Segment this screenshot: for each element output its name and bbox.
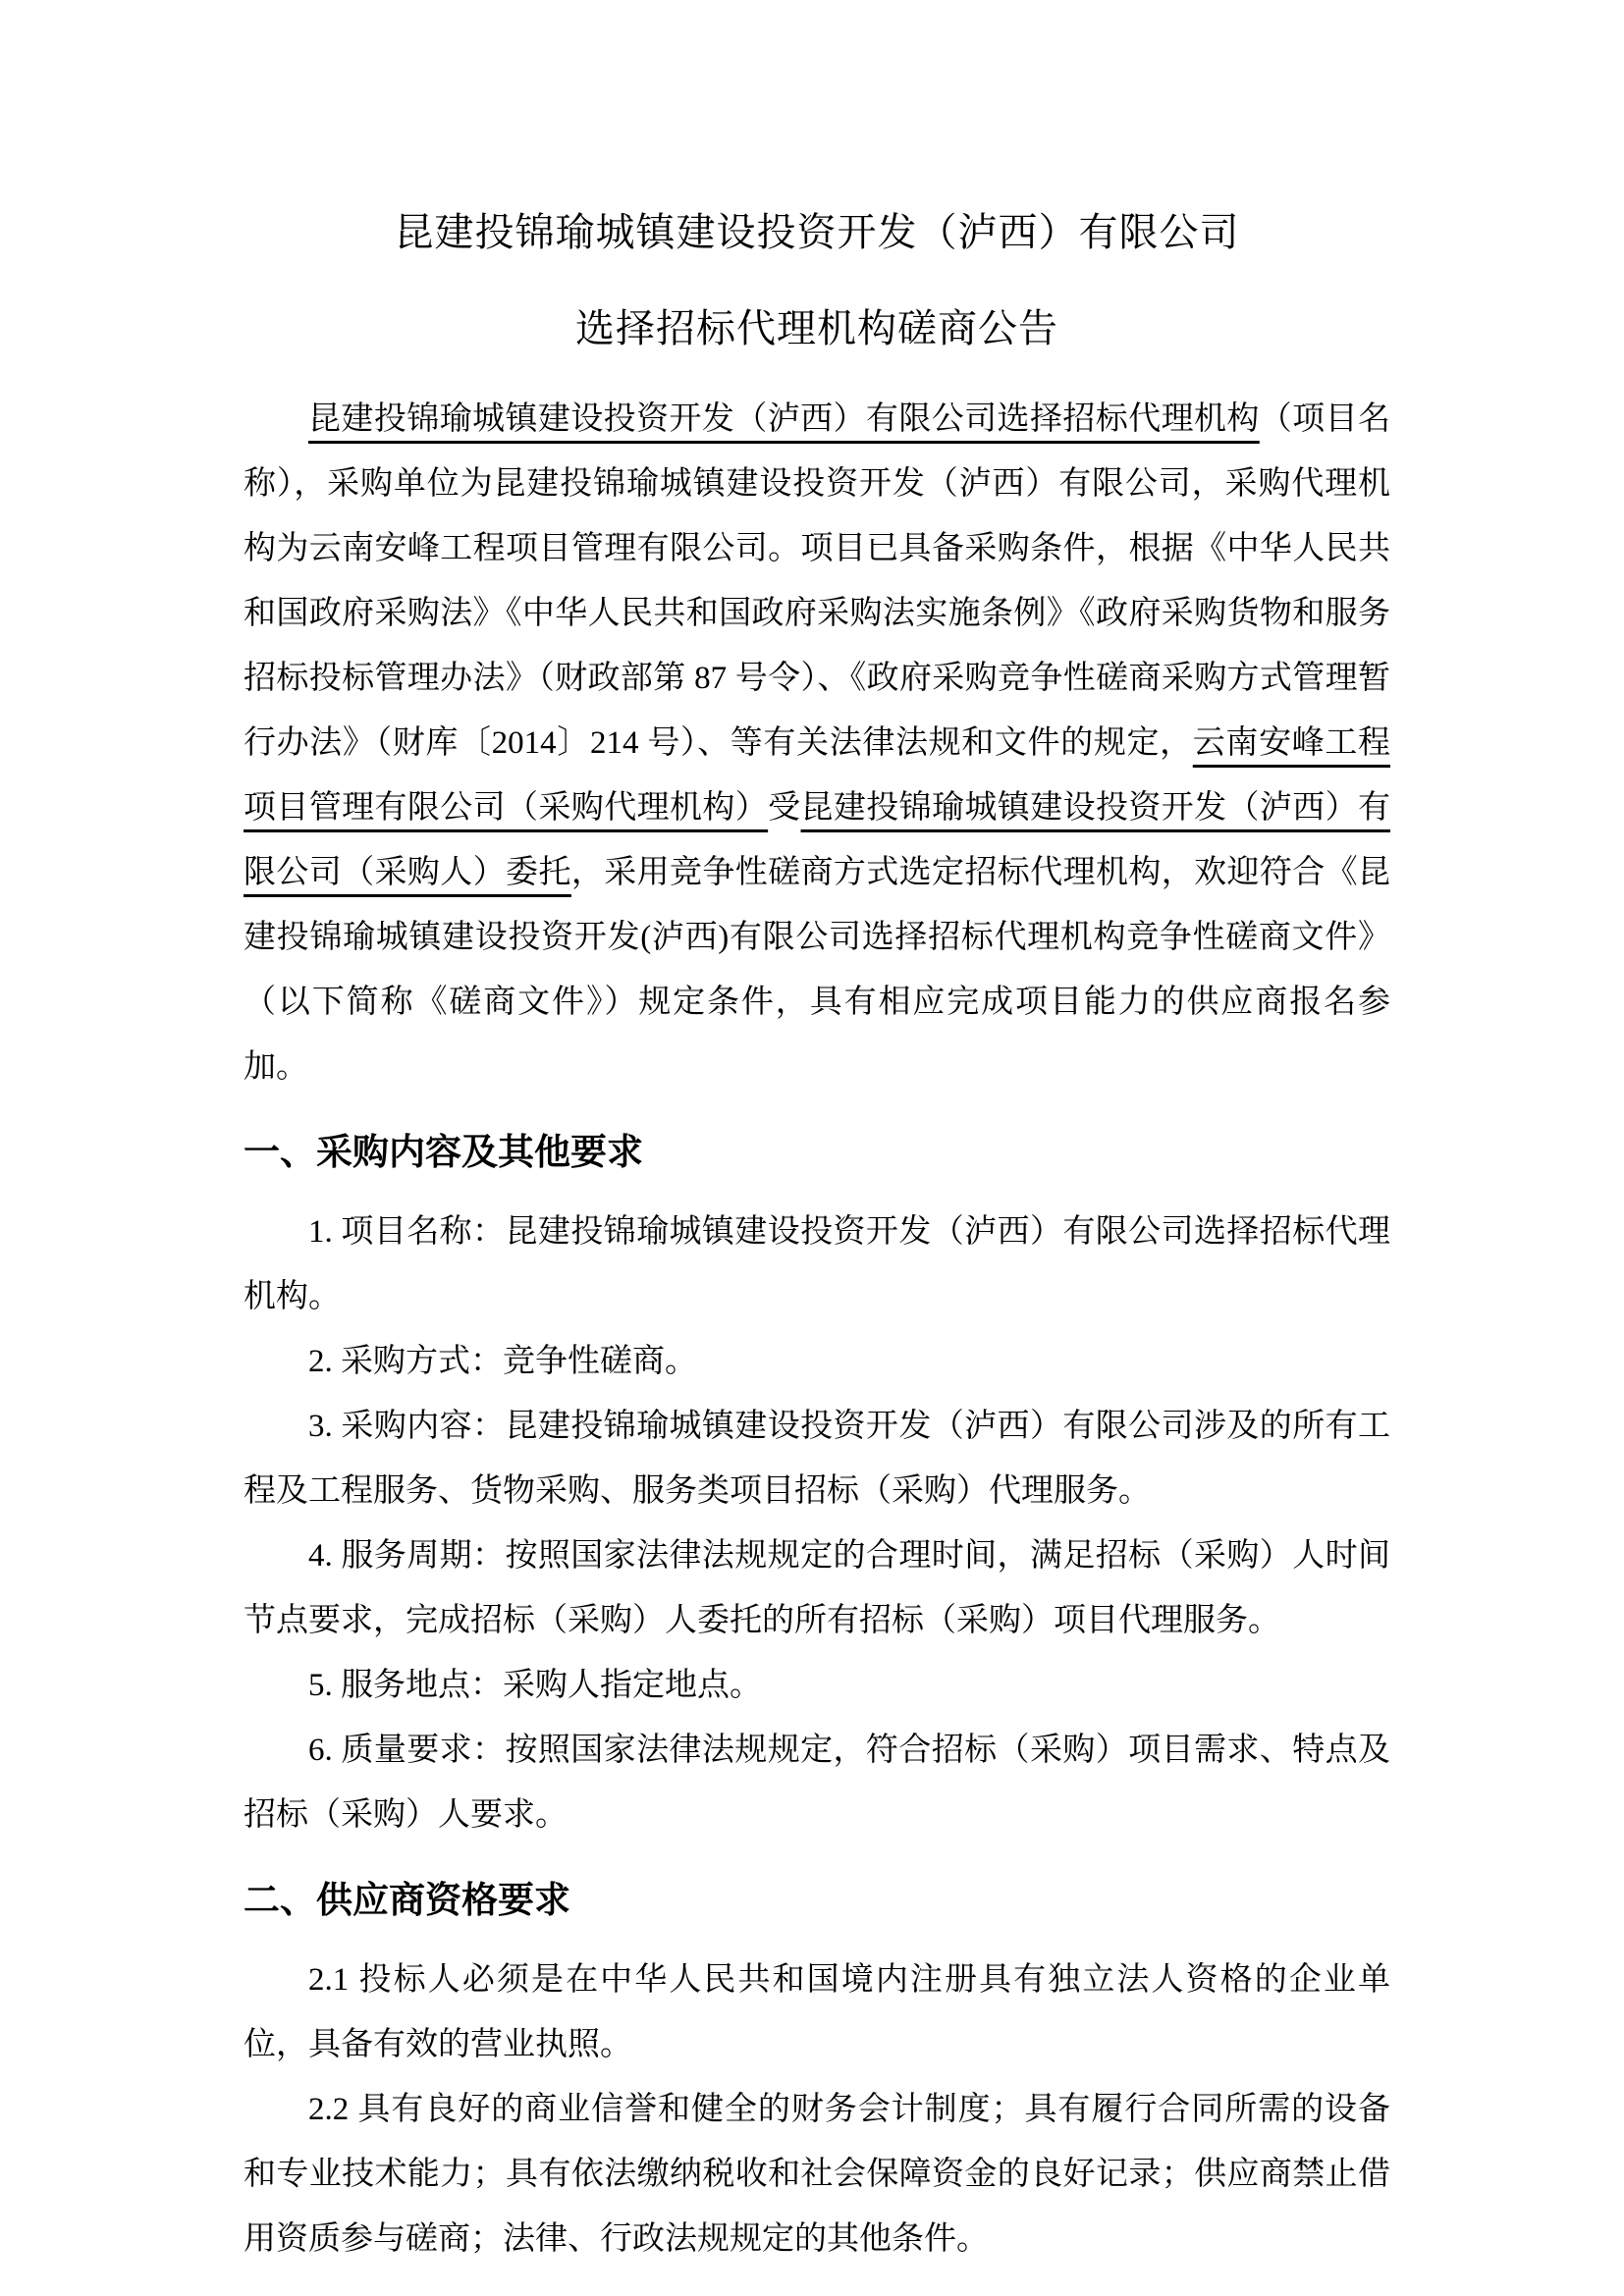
text-run: （项目名称），采购单位为昆建投锦瑜城镇建设投资开发（泸西）有限公司，采购代理机构为云南安峰工程项目管理有限公司。项目已具备采购条件，根据《中华人民共和国政府采购法》《中华人民共和国政府采购法实施条例》《政府采购货物和服务招标投标管理办法》（财政部第 87 号令）、《政府采购竞争性磋商采购方式管理暂行办法》（财库〔2014〕214 号）、等有关法律法规和文件的规定， bbox=[244, 401, 1390, 761]
underlined-text-run: 云南安峰工程项目管理有限公司（采购代理机构） bbox=[244, 725, 1391, 826]
section2-items bbox=[244, 1948, 1390, 2271]
list-item: 3. 采购内容：昆建投锦瑜城镇建设投资开发（泸西）有限公司涉及的所有工程及工程服务、货物采购、服务类项目招标（采购）代理服务。 bbox=[244, 1409, 1390, 1509]
section1-items bbox=[244, 1200, 1390, 1847]
list-item: 2.2 具有良好的商业信誉和健全的财务会计制度；具有履行合同所需的设备和专业技术能力；具有依法缴纳税收和社会保障资金的良好记录；供应商禁止借用资质参与磋商；法律、行政法规规定的其他条件。 bbox=[244, 2092, 1390, 2257]
underlined-text-run: 昆建投锦瑜城镇建设投资开发（泸西）有限公司（采购人）委托 bbox=[244, 790, 1391, 890]
document-content bbox=[244, 208, 1390, 2271]
list-item: 5. 服务地点：采购人指定地点。 bbox=[308, 1668, 762, 1703]
list-item: 1. 项目名称：昆建投锦瑜城镇建设投资开发（泸西）有限公司选择招标代理机构。 bbox=[244, 1214, 1390, 1314]
text-run: 受 bbox=[768, 790, 801, 826]
text-run: ，采用竞争性磋商方式选定招标代理机构，欢迎符合《昆建投锦瑜城镇建设投资开发(泸西)有限公司选择招标代理机构竞争性磋商文件》（以下简称《磋商文件》）规定条件，具有相应完成项目能力的供应商报名参加。 bbox=[244, 855, 1391, 1085]
list-item: 4. 服务周期：按照国家法律法规规定的合理时间，满足招标（采购）人时间节点要求，完成招标（采购）人委托的所有招标（采购）项目代理服务。 bbox=[244, 1538, 1390, 1638]
page-title-line2: 选择招标代理机构磋商公告 bbox=[575, 306, 1058, 350]
underlined-text-run: 昆建投锦瑜城镇建设投资开发（泸西）有限公司选择招标代理机构 bbox=[308, 401, 1260, 437]
list-item: 2. 采购方式：竞争性磋商。 bbox=[308, 1344, 697, 1379]
intro-paragraph bbox=[244, 387, 1390, 1099]
list-item: 6. 质量要求：按照国家法律法规规定，符合招标（采购）项目需求、特点及招标（采购）人要求。 bbox=[244, 1733, 1390, 1833]
section1-heading: 一、采购内容及其他要求 bbox=[244, 1133, 643, 1173]
page-title-line1: 昆建投锦瑜城镇建设投资开发（泸西）有限公司 bbox=[394, 210, 1240, 254]
section2-heading: 二、供应商资格要求 bbox=[244, 1881, 570, 1921]
list-item: 2.1 投标人必须是在中华人民共和国境内注册具有独立法人资格的企业单位，具备有效的营业执照。 bbox=[244, 1962, 1390, 2062]
